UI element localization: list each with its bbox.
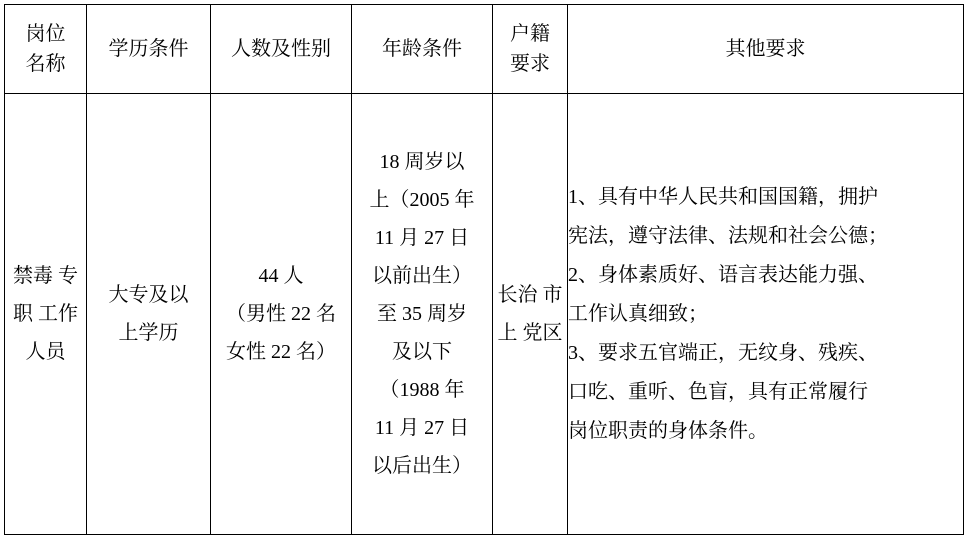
cell-education: 大专及以 上学历 <box>87 94 211 535</box>
column-header-headcount-gender: 人数及性别 <box>211 5 352 94</box>
cell-headcount-gender: 44 人 （男性 22 名 女性 22 名） <box>211 94 352 535</box>
column-header-household: 户籍 要求 <box>493 5 568 94</box>
column-header-education: 学历条件 <box>87 5 211 94</box>
column-header-other-requirements: 其他要求 <box>568 5 964 94</box>
cell-household: 长治 市上 党区 <box>493 94 568 535</box>
column-header-age: 年龄条件 <box>352 5 493 94</box>
table-header-row <box>5 5 964 94</box>
recruitment-requirements-table <box>4 4 964 535</box>
column-header-position-name: 岗位 名称 <box>5 5 87 94</box>
cell-position-name: 禁毒 专职 工作 人员 <box>5 94 87 535</box>
cell-age: 18 周岁以 上（2005 年 11 月 27 日 以前出生） 至 35 周岁 及以下 （1988 年 11 月 27 日 以后出生） <box>352 94 493 535</box>
cell-other-requirements: 1、具有中华人民共和国国籍，拥护 宪法，遵守法律、法规和社会公德； 2、身体素质好、语言表达能力强、 工作认真细致； 3、要求五官端正，无纹身、残疾、 口吃、重听、色盲，具有正常履行 岗位职责的身体条件。 <box>568 94 964 535</box>
table-row <box>5 94 964 535</box>
document-page <box>0 4 967 544</box>
